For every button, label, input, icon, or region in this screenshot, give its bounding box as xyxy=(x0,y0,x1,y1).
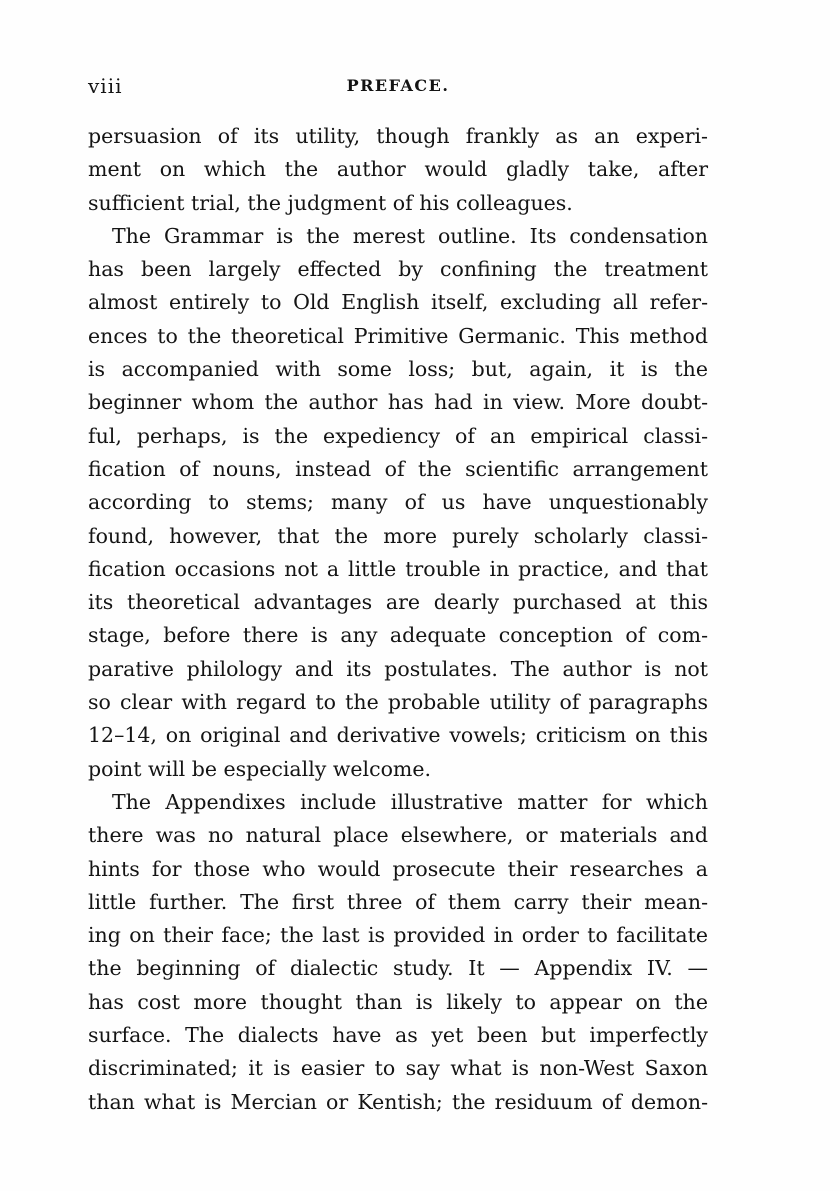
text-line: ment on which the author would gladly take, after xyxy=(88,157,708,182)
text-line: parative philology and its postulates. The author is not xyxy=(88,656,708,681)
text-line: point will be especially welcome. xyxy=(88,756,432,781)
text-line: persuasion of its utility, though frankly as an experi- xyxy=(88,124,708,148)
text-line: sufficient trial, the judgment of his colleagues. xyxy=(88,190,573,215)
text-line: beginner whom the author has had in view. More doubt- xyxy=(88,390,708,415)
text-line: 12–14, on original and derivative vowels; criticism on this xyxy=(88,723,708,748)
text-line: found, however, that the more purely scholarly classi- xyxy=(88,523,708,548)
paragraph-3 xyxy=(88,786,708,1119)
body-text xyxy=(88,120,708,1119)
text-line: hints for those who would prosecute their researches a xyxy=(88,856,708,881)
page-header xyxy=(88,74,708,102)
page-number: viii xyxy=(88,74,123,98)
text-line: the beginning of dialectic study. It — Appendix IV. — xyxy=(88,956,708,981)
text-line: little further. The first three of them carry their mean- xyxy=(88,889,708,914)
text-line: than what is Mercian or Kentish; the residuum of demon- xyxy=(88,1089,708,1114)
text-line: there was no natural place elsewhere, or materials and xyxy=(88,823,708,848)
text-line: The Grammar is the merest outline. Its condensation xyxy=(112,223,708,248)
text-line: fication of nouns, instead of the scientific arrangement xyxy=(88,456,708,481)
running-head: PREFACE. xyxy=(346,76,450,95)
text-line: almost entirely to Old English itself, excluding all refer- xyxy=(88,290,708,315)
paragraph-1 xyxy=(88,120,708,220)
text-line: The Appendixes include illustrative matter for which xyxy=(112,789,708,814)
text-line: is accompanied with some loss; but, again, it is the xyxy=(88,357,708,382)
text-line: surface. The dialects have as yet been but imperfectly xyxy=(88,1023,708,1048)
text-line: discriminated; it is easier to say what is non-West Saxon xyxy=(88,1056,708,1081)
text-line: ful, perhaps, is the expediency of an empirical classi- xyxy=(88,423,708,448)
text-line: has been largely effected by confining the treatment xyxy=(88,257,708,282)
text-line: so clear with regard to the probable utility of paragraphs xyxy=(88,690,708,715)
text-line: according to stems; many of us have unquestionably xyxy=(88,490,708,515)
text-line: its theoretical advantages are dearly purchased at this xyxy=(88,590,708,615)
text-line: fication occasions not a little trouble in practice, and that xyxy=(88,556,708,581)
text-line: stage, before there is any adequate conception of com- xyxy=(88,623,708,648)
text-line: has cost more thought than is likely to appear on the xyxy=(88,989,708,1014)
paragraph-2 xyxy=(88,220,708,786)
text-line: ences to the theoretical Primitive Germanic. This method xyxy=(88,323,708,348)
text-line: ing on their face; the last is provided in order to facilitate xyxy=(88,923,708,948)
